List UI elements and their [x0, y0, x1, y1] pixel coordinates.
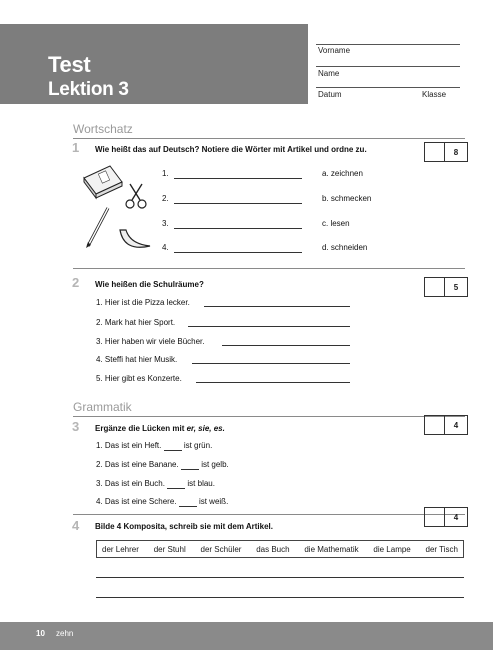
task1-item-1: 1.	[162, 169, 169, 178]
task3-instruction: Ergänze die Lücken mit er, sie, es.	[95, 424, 225, 433]
task3-item-4: 4. Das ist eine Schere. ist weiß.	[96, 497, 229, 506]
page-number: 10	[36, 629, 45, 638]
task1-option-c: c. lesen	[322, 219, 350, 228]
task3-score-box	[424, 415, 468, 435]
task1-blank-3[interactable]	[174, 228, 302, 229]
task1-blank-1[interactable]	[174, 178, 302, 179]
lesson-title: Lektion 3	[48, 79, 129, 100]
task1-item-4: 4.	[162, 243, 169, 252]
word-bank-item: der Stuhl	[153, 544, 186, 554]
word-bank-item: die Lampe	[373, 544, 411, 554]
task3-blank-4[interactable]	[179, 497, 197, 507]
word-bank-item: der Tisch	[425, 544, 458, 554]
task3-item-2: 2. Das ist eine Banane. ist gelb.	[96, 460, 229, 469]
class-label: Klasse	[422, 90, 447, 99]
task1-instruction: Wie heißt das auf Deutsch? Notiere die Wörter mit Artikel und ordne zu.	[95, 145, 367, 154]
task1-option-b: b. schmecken	[322, 194, 372, 203]
task1-item-2: 2.	[162, 194, 169, 203]
task2-score-box	[424, 277, 468, 297]
section-rule	[73, 416, 465, 417]
task4-score-box	[424, 507, 468, 527]
task2-blank-4[interactable]	[192, 363, 350, 364]
date-label: Datum	[318, 90, 342, 99]
task2-item-3: 3. Hier haben wir viele Bücher.	[96, 337, 205, 346]
task2-blank-5[interactable]	[196, 382, 350, 383]
score-field[interactable]	[425, 278, 445, 296]
header-band	[0, 24, 308, 104]
task1-score-box	[424, 142, 468, 162]
task1-points: 8	[453, 147, 459, 157]
task3-item-1: 1. Das ist ein Heft. ist grün.	[96, 441, 213, 450]
task3-blank-2[interactable]	[181, 460, 199, 470]
score-field[interactable]	[425, 508, 445, 526]
task3-number: 3	[72, 419, 80, 434]
task1-blank-2[interactable]	[174, 203, 302, 204]
task2-item-1: 1. Hier ist die Pizza lecker.	[96, 298, 190, 307]
test-title: Test	[48, 52, 91, 77]
top-line	[316, 44, 460, 45]
task-separator	[73, 268, 465, 269]
word-bank-item: das Buch	[256, 544, 290, 554]
task2-blank-1[interactable]	[204, 306, 350, 307]
task1-blank-4[interactable]	[174, 252, 302, 253]
word-bank	[96, 540, 464, 558]
surname-label: Name	[318, 69, 340, 78]
task2-instruction: Wie heißen die Schulräume?	[95, 280, 204, 289]
task2-number: 2	[72, 275, 80, 290]
school-items-illustration	[80, 160, 156, 256]
task1-number: 1	[72, 140, 80, 155]
task2-item-4: 4. Steffi hat hier Musik.	[96, 355, 178, 364]
word-bank-item: der Lehrer	[102, 544, 139, 554]
task2-item-2: 2. Mark hat hier Sport.	[96, 318, 176, 327]
section-wortschatz: Wortschatz	[73, 122, 133, 136]
score-field[interactable]	[425, 416, 445, 434]
task4-answer-line-2[interactable]	[96, 597, 464, 598]
score-field[interactable]	[425, 143, 445, 161]
word-bank-item: die Mathematik	[304, 544, 359, 554]
section-grammatik: Grammatik	[73, 400, 132, 414]
task3-item-3: 3. Das ist ein Buch. ist blau.	[96, 479, 215, 488]
task4-points: 4	[453, 512, 459, 522]
task1-option-d: d. schneiden	[322, 243, 368, 252]
task-separator	[73, 514, 465, 515]
word-bank-item: der Schüler	[200, 544, 242, 554]
firstname-label: Vorname	[318, 46, 351, 55]
task4-number: 4	[72, 518, 80, 533]
task3-blank-3[interactable]	[167, 479, 185, 489]
task1-option-a: a. zeichnen	[322, 169, 363, 178]
task4-answer-line-1[interactable]	[96, 577, 464, 578]
task4-instruction: Bilde 4 Komposita, schreib sie mit dem Artikel.	[95, 522, 273, 531]
task2-blank-2[interactable]	[188, 326, 350, 327]
firstname-line[interactable]	[316, 66, 460, 67]
footer-band	[0, 622, 493, 650]
task3-blank-1[interactable]	[164, 441, 182, 451]
surname-line[interactable]	[316, 87, 460, 88]
section-rule	[73, 138, 465, 139]
page-number-word: zehn	[56, 629, 74, 638]
task2-points: 5	[453, 282, 459, 292]
task2-item-5: 5. Hier gibt es Konzerte.	[96, 374, 182, 383]
task2-blank-3[interactable]	[222, 345, 350, 346]
task1-item-3: 3.	[162, 219, 169, 228]
task3-points: 4	[453, 420, 459, 430]
